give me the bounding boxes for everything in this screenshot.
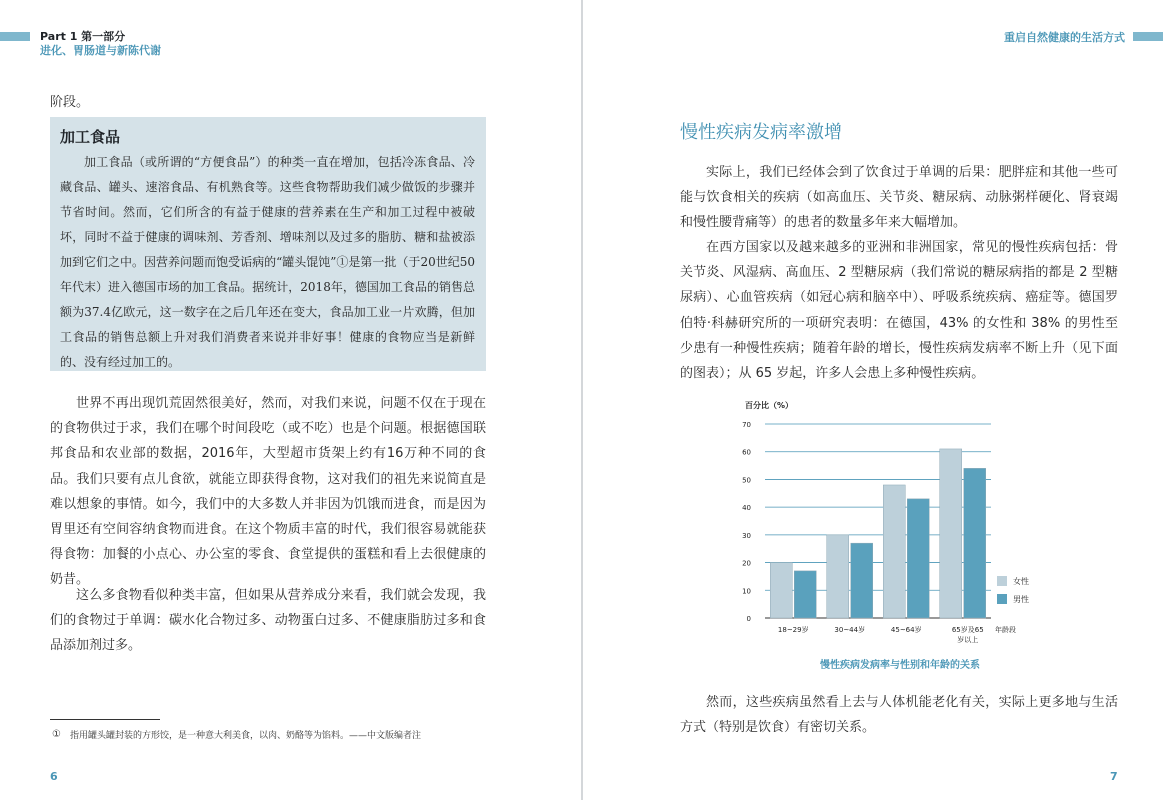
bar bbox=[907, 499, 929, 618]
y-tick-label: 0 bbox=[746, 615, 751, 623]
y-axis-label: 百分比（%） bbox=[745, 401, 794, 410]
page-number-left: 6 bbox=[50, 770, 58, 783]
legend-swatch bbox=[997, 576, 1007, 586]
bar bbox=[883, 485, 905, 618]
x-tick-label: 30~44岁 bbox=[834, 626, 866, 634]
y-tick-label: 10 bbox=[742, 587, 751, 596]
bar bbox=[964, 468, 986, 618]
x-tick-label: 65岁及65 bbox=[951, 626, 984, 634]
processed-food-box bbox=[50, 117, 486, 371]
bar bbox=[794, 571, 816, 618]
intro-text: 阶段。 bbox=[50, 95, 90, 110]
bar bbox=[940, 449, 962, 618]
footnote-text: 指用罐头罐封装的方形饺，是一种意大利美食，以肉、奶酪等为馅料。——中文版编者注 bbox=[70, 731, 422, 741]
box-text: 加工食品（或所谓的“方便食品”）的种类一直在增加，包括冷冻食品、冷藏食品、罐头、速溶食品、有机熟食等。这些食物帮助我们减少做饭的步骤并节省时间。然而，它们所含的有益于健康的营养素在生产和加工过程中被破坏，同时不益于健康的调味剂、芳香剂、增味剂以及过多的脂肪、糖和盐被添加到它们之中。因营养问题而饱受诟病的“罐头馄饨”①是第一批（于20世纪50年代末）进入德国市场的加工食品。据统计，2018年，德国加工食品的销售总额为37.4亿欧元，这一数字在之后几年还在变大，食品加工业一片欢腾，但加工食品的销售总额上升对我们消费者来说并非好事！健康的食物应当是新鲜的、没有经过加工的。 bbox=[60, 155, 475, 369]
y-tick-label: 20 bbox=[742, 559, 751, 568]
y-tick-label: 70 bbox=[742, 421, 751, 429]
page-number-right: 7 bbox=[1110, 770, 1118, 783]
right-paragraph-2: 在西方国家以及越来越多的亚洲和非洲国家，常见的慢性疾病包括：骨关节炎、风湿病、高血压、2 型糖尿病（我们常说的糖尿病指的都是 2 型糖尿病）、心血管疾病（如冠心病和脑卒中）、呼吸系统疾病、癌症等。德国罗伯特·科赫研究所的一项研究表明：在德国，43% 的女性和 38% 的男性至少患有一种慢性疾病；随着年龄的增长，慢性疾病发病率不断上升（见下面的图表）；从 65 岁起，许多人会患上多种慢性疾病。 bbox=[680, 240, 1118, 382]
right-paragraph-3: 然而，这些疾病虽然看上去与人体机能老化有关，实际上更多地与生活方式（特别是饮食）有密切关系。 bbox=[680, 695, 1118, 736]
body-paragraph-2: 这么多食物看似种类丰富，但如果从营养成分来看，我们就会发现，我们的食物过于单调：碳水化合物过多、动物蛋白过多、不健康脂肪过多和食品添加剂过多。 bbox=[50, 588, 486, 654]
y-tick-label: 40 bbox=[742, 504, 751, 513]
x-tick-label: 岁以上 bbox=[957, 636, 979, 644]
x-tick-label: 18~29岁 bbox=[777, 626, 809, 634]
legend-label: 女性 bbox=[1013, 577, 1029, 586]
running-header-part: Part 1 第一部分 bbox=[40, 30, 126, 43]
y-tick-label: 30 bbox=[742, 531, 751, 540]
right-page bbox=[583, 0, 1163, 800]
section-title: 慢性疾病发病率激增 bbox=[680, 122, 842, 143]
box-title: 加工食品 bbox=[60, 128, 121, 146]
chronic-disease-bar-chart bbox=[733, 392, 1053, 654]
header-accent-bar-right bbox=[1133, 32, 1163, 41]
footnote-marker: ① bbox=[52, 729, 61, 740]
x-tick-label: 45~64岁 bbox=[890, 626, 922, 634]
x-axis-label: 年龄段 bbox=[995, 626, 1016, 634]
chart-caption: 慢性疾病发病率与性别和年龄的关系 bbox=[820, 660, 980, 671]
body-paragraph-1: 世界不再出现饥荒固然很美好，然而，对我们来说，问题不仅在于现在的食物供过于求，我们在哪个时间段吃（或不吃）也是个问题。根据德国联邦食品和农业部的数据，2016年，大型超市货架上约有16万种不同的食品。我们只要有点儿食欲，就能立即获得食物，这对我们的祖先来说简直是难以想象的事情。如今，我们中的大多数人并非因为饥饿而进食，而是因为胃里还有空间容纳食物而进食。在这个物质丰富的时代，我们很容易就能获得食物：加餐的小点心、办公室的零食、食堂提供的蛋糕和看上去很健康的奶昔。 bbox=[50, 396, 486, 588]
y-tick-label: 60 bbox=[742, 448, 751, 457]
left-page bbox=[0, 0, 581, 800]
footnote-divider bbox=[50, 719, 160, 720]
bar bbox=[770, 563, 792, 618]
header-accent-bar bbox=[0, 32, 30, 41]
bar bbox=[827, 535, 849, 618]
running-header-right: 重启自然健康的生活方式 bbox=[1004, 31, 1125, 44]
bar bbox=[851, 543, 873, 618]
y-tick-label: 50 bbox=[742, 476, 751, 485]
legend-swatch bbox=[997, 594, 1007, 604]
right-paragraph-1: 实际上，我们已经体会到了饮食过于单调的后果：肥胖症和其他一些可能与饮食相关的疾病（如高血压、关节炎、糖尿病、动脉粥样硬化、肾衰竭和慢性腰背痛等）的患者的数量多年来大幅增加。 bbox=[680, 165, 1118, 231]
running-header-subtitle: 进化、胃肠道与新陈代谢 bbox=[40, 44, 161, 57]
legend-label: 男性 bbox=[1013, 595, 1029, 604]
